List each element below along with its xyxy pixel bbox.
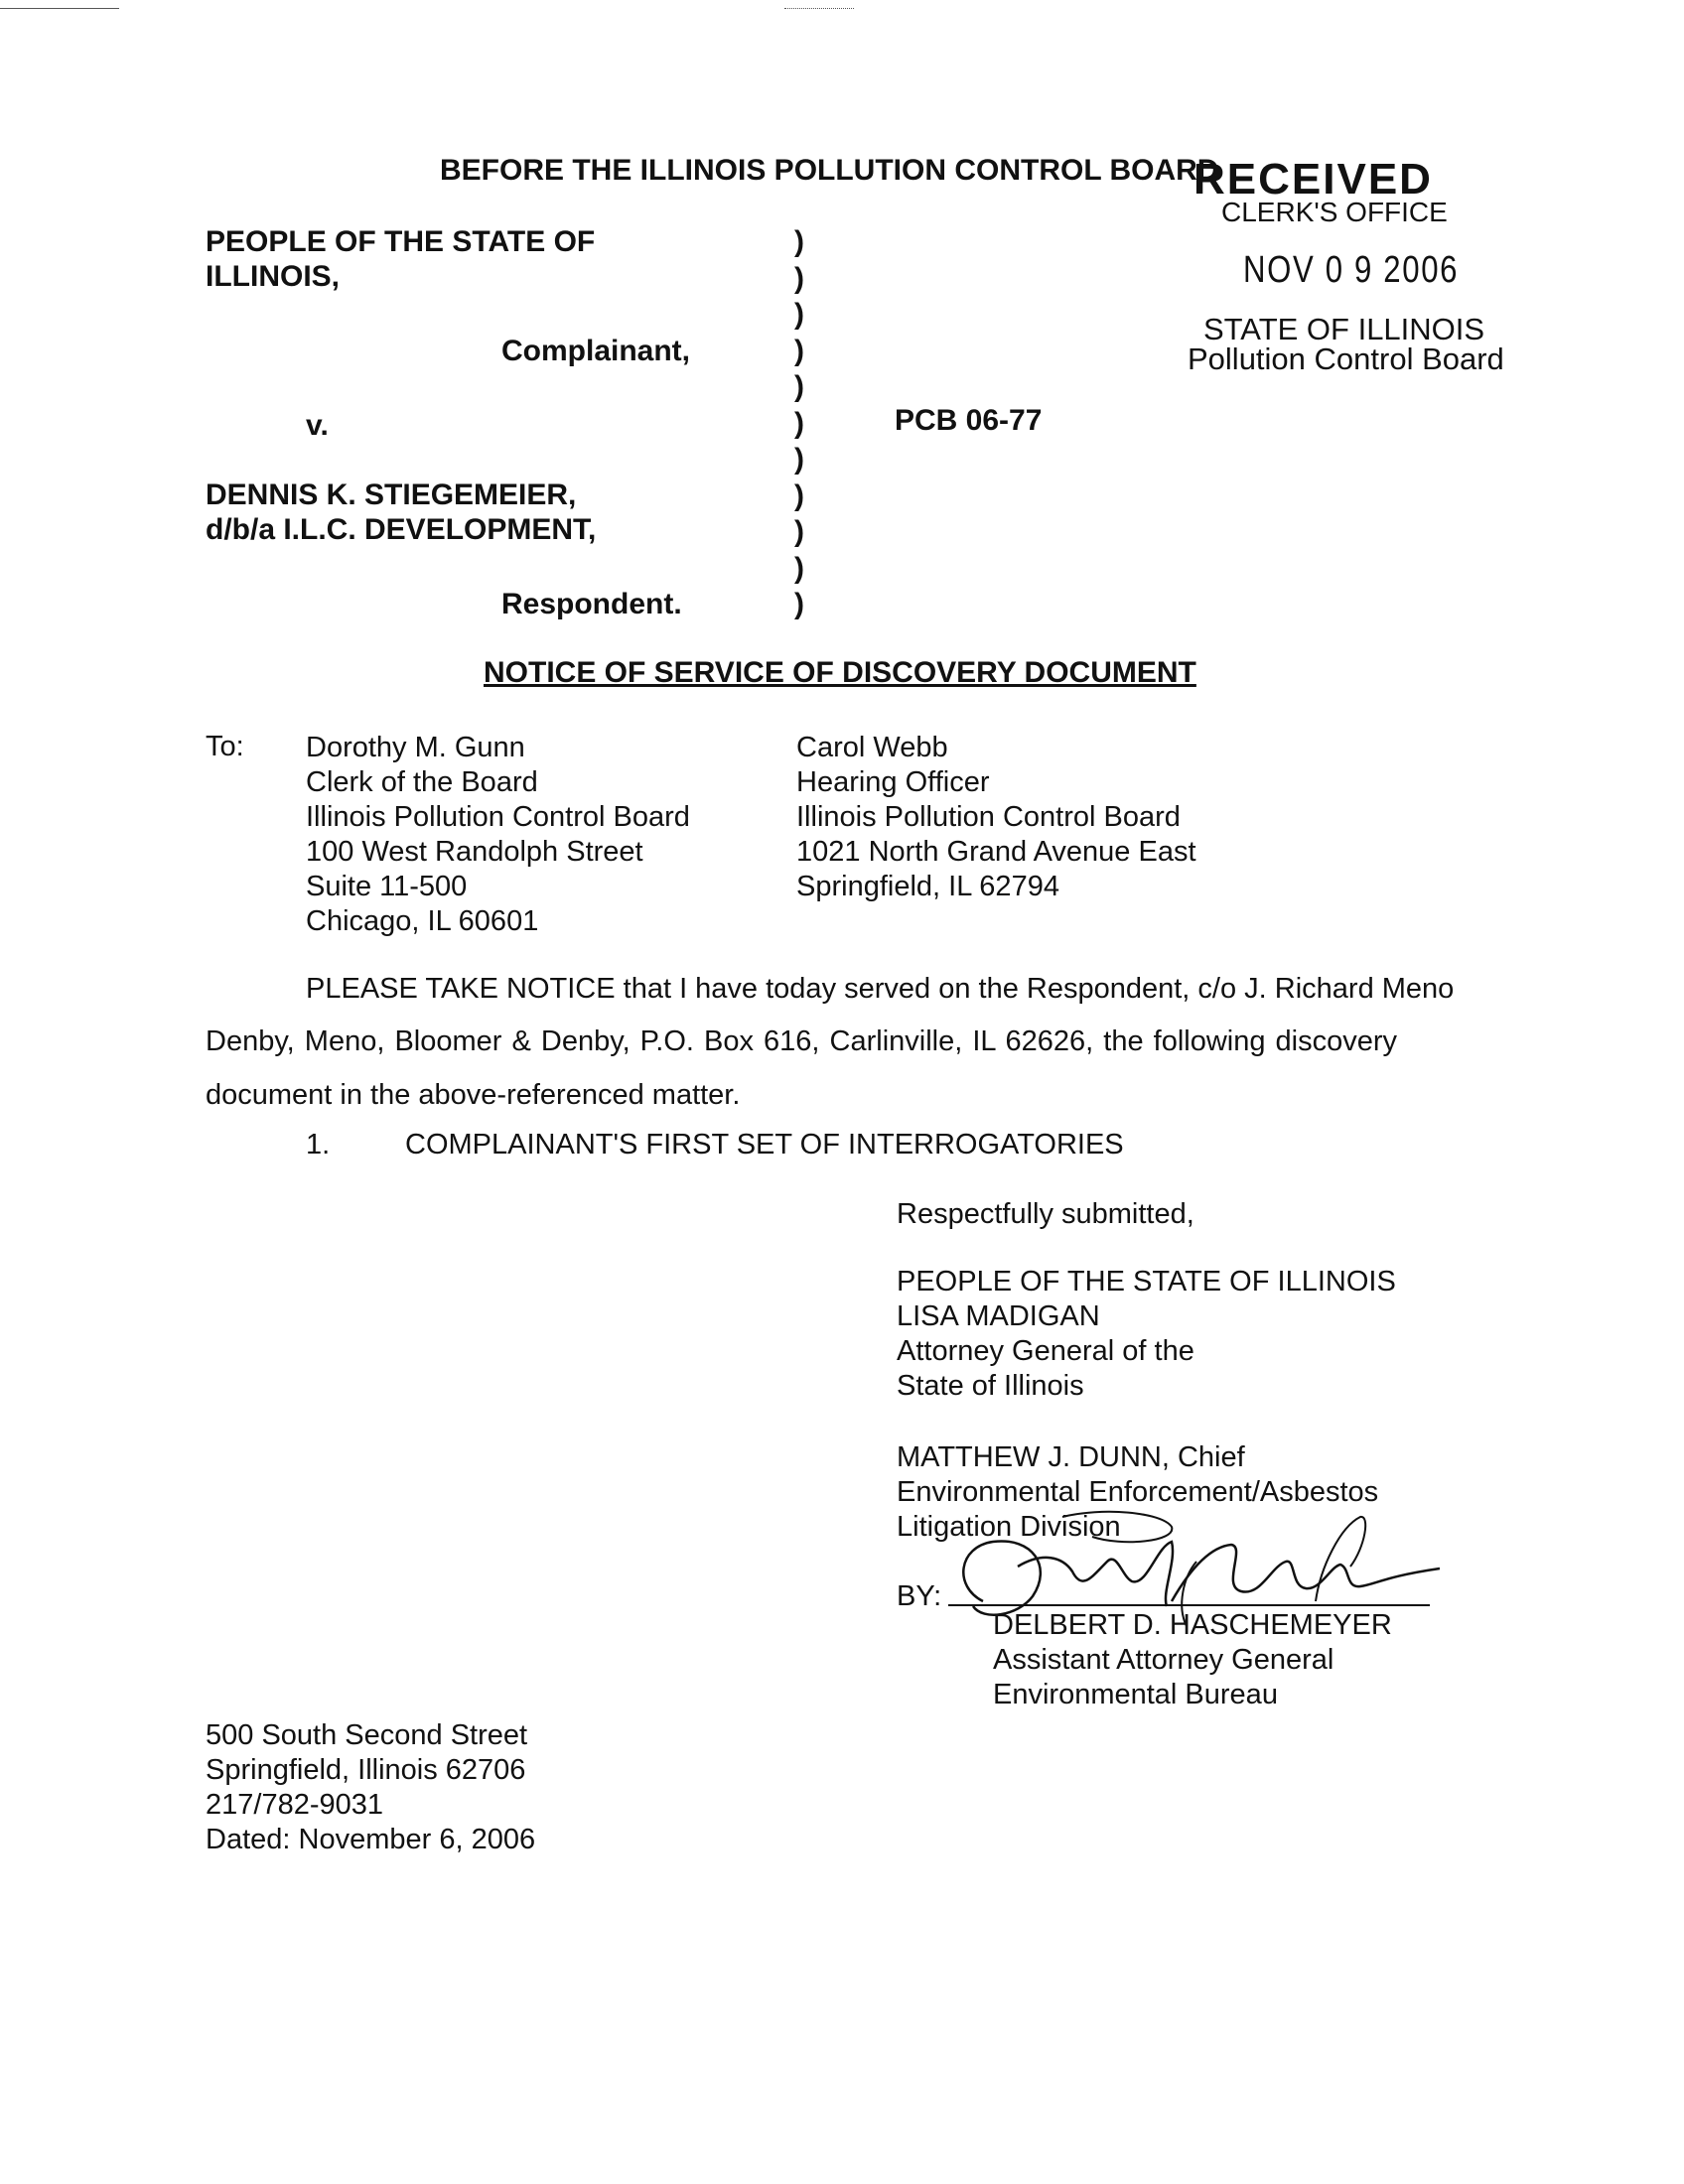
recipient-2-org: Illinois Pollution Control Board xyxy=(796,801,1181,833)
paren: ) xyxy=(794,478,804,512)
paren: ) xyxy=(794,443,804,476)
versus-label: v. xyxy=(306,409,329,442)
case-number: PCB 06-77 xyxy=(895,404,1043,437)
party-line-2: LISA MADIGAN xyxy=(897,1300,1100,1332)
stamp-date: NOV 0 9 2006 xyxy=(1243,249,1460,291)
recipient-2-name: Carol Webb xyxy=(796,732,948,763)
scan-artifact-line xyxy=(0,8,119,9)
signer-title-1: Assistant Attorney General xyxy=(993,1644,1334,1676)
recipient-1-suite: Suite 11-500 xyxy=(306,871,468,902)
closing: Respectfully submitted, xyxy=(897,1198,1194,1230)
party-line-3: Attorney General of the xyxy=(897,1335,1194,1367)
paren: ) xyxy=(794,261,804,295)
respondent-line-1: DENNIS K. STIEGEMEIER, xyxy=(206,478,577,511)
chief-line-2: Environmental Enforcement/Asbestos xyxy=(897,1476,1379,1508)
footer-phone: 217/782-9031 xyxy=(206,1789,383,1821)
footer-address xyxy=(206,1718,535,1857)
notice-title: NOTICE OF SERVICE OF DISCOVERY DOCUMENT xyxy=(484,656,1196,689)
paren: ) xyxy=(794,334,804,367)
paren: ) xyxy=(794,298,804,331)
party-line-4: State of Illinois xyxy=(897,1370,1084,1402)
respondent-line-2: d/b/a I.L.C. DEVELOPMENT, xyxy=(206,513,597,546)
complainant-line-2: ILLINOIS, xyxy=(206,260,340,293)
recipient-hearing-officer xyxy=(796,731,1196,904)
complainant-role: Complainant, xyxy=(501,335,691,367)
recipient-1-org: Illinois Pollution Control Board xyxy=(306,801,690,833)
stamp-state: STATE OF ILLINOIS xyxy=(1203,312,1485,346)
recipient-2-city: Springfield, IL 62794 xyxy=(796,871,1059,902)
complainant-line-1: PEOPLE OF THE STATE OF xyxy=(206,225,596,258)
recipient-1-name: Dorothy M. Gunn xyxy=(306,732,525,763)
by-label: BY: xyxy=(897,1580,942,1612)
chief-line-3: Litigation Division xyxy=(897,1511,1121,1543)
list-item-number: 1. xyxy=(306,1129,331,1160)
recipient-1-street: 100 West Randolph Street xyxy=(306,836,643,868)
complainant-name xyxy=(206,224,595,294)
caption-parentheses xyxy=(794,224,804,623)
recipient-2-street: 1021 North Grand Avenue East xyxy=(796,836,1196,868)
stamp-clerks-office: CLERK'S OFFICE xyxy=(1221,197,1448,227)
stamp-received: RECEIVED xyxy=(1193,155,1433,204)
footer-street: 500 South Second Street xyxy=(206,1719,528,1751)
paren: ) xyxy=(794,406,804,440)
paren: ) xyxy=(794,225,804,258)
page-heading: BEFORE THE ILLINOIS POLLUTION CONTROL BOARD xyxy=(440,154,1219,187)
body-line-2: Denby, Meno, Bloomer & Denby, P.O. Box 616, Carlinville, IL 62626, the following discovery xyxy=(206,1025,1398,1057)
paren: ) xyxy=(794,551,804,585)
signer-title-2: Environmental Bureau xyxy=(993,1679,1278,1710)
recipient-2-title: Hearing Officer xyxy=(796,766,990,798)
recipient-1-title: Clerk of the Board xyxy=(306,766,538,798)
footer-dated: Dated: November 6, 2006 xyxy=(206,1824,536,1855)
signer-name: DELBERT D. HASCHEMEYER xyxy=(993,1609,1392,1641)
footer-city: Springfield, Illinois 62706 xyxy=(206,1754,526,1786)
paren: ) xyxy=(794,370,804,403)
party-block xyxy=(897,1265,1396,1404)
recipient-clerk xyxy=(306,731,690,939)
list-item-text: COMPLAINANT'S FIRST SET OF INTERROGATORIES xyxy=(405,1129,1124,1160)
body-line-1: PLEASE TAKE NOTICE that I have today served on the Respondent, c/o J. Richard Meno xyxy=(306,973,1455,1005)
respondent-name xyxy=(206,478,596,547)
chief-line-1: MATTHEW J. DUNN, Chief xyxy=(897,1441,1245,1473)
scan-artifact-line xyxy=(784,8,854,9)
party-line-1: PEOPLE OF THE STATE OF ILLINOIS xyxy=(897,1266,1396,1297)
respondent-role: Respondent. xyxy=(501,588,682,620)
stamp-board: Pollution Control Board xyxy=(1188,341,1504,376)
signer-block xyxy=(993,1608,1392,1712)
paren: ) xyxy=(794,515,804,548)
recipient-1-city: Chicago, IL 60601 xyxy=(306,905,539,937)
body-line-3: document in the above-referenced matter. xyxy=(206,1079,741,1111)
paren: ) xyxy=(794,588,804,620)
to-label: To: xyxy=(206,731,244,762)
